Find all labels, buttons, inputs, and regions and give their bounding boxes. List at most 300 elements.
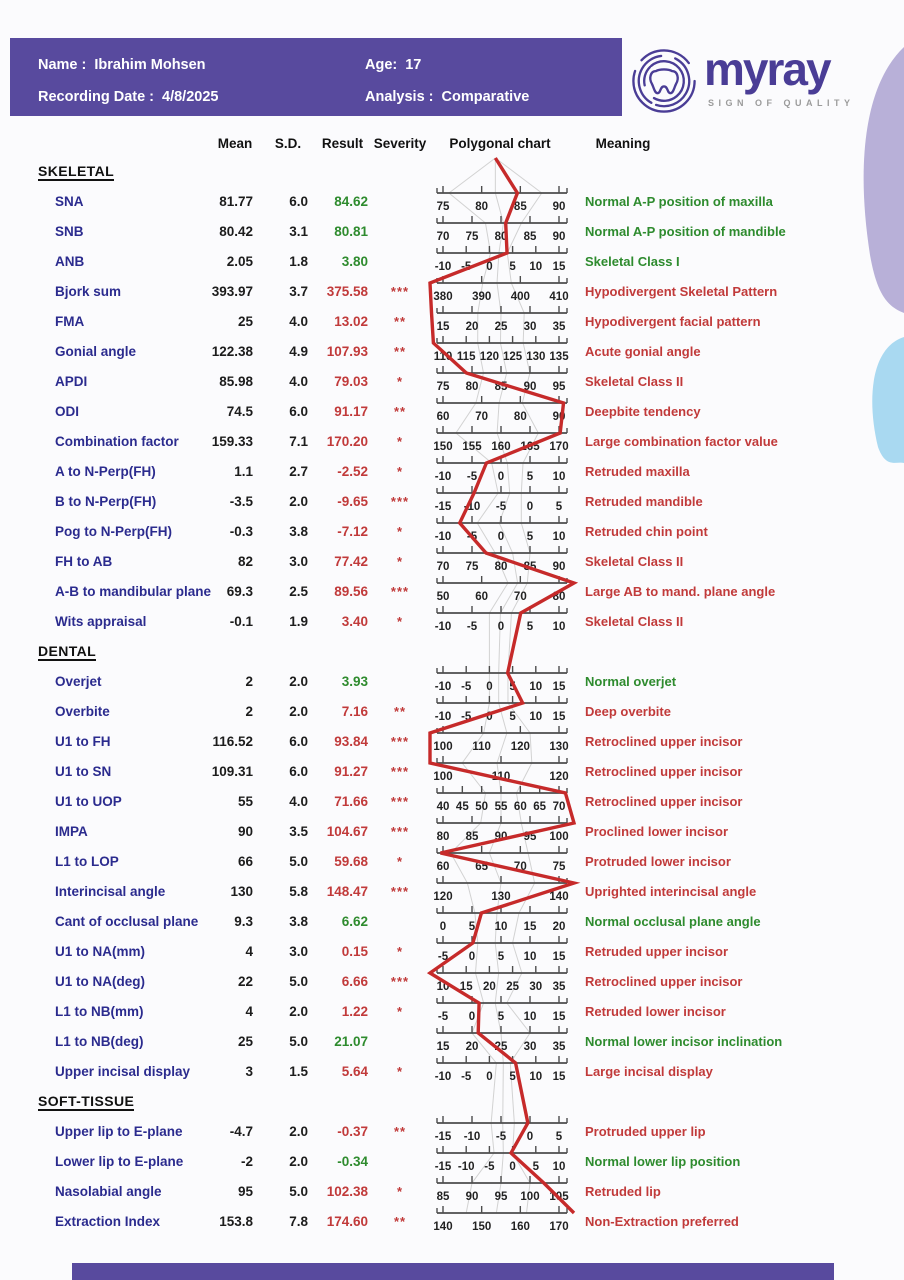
meaning-text: Retroclined upper incisor: [585, 764, 743, 779]
table-row: [0, 702, 904, 722]
svg-text:90: 90: [552, 411, 566, 423]
severity-stars: *: [396, 524, 404, 539]
svg-text:5: 5: [509, 681, 516, 693]
mean-value: 25: [237, 1034, 253, 1049]
svg-text:20: 20: [483, 981, 496, 993]
parameter-name: L1 to LOP: [55, 854, 119, 869]
col-chart: Polygonal chart: [449, 136, 551, 151]
meaning-text: Retruded chin point: [585, 524, 708, 539]
svg-text:0: 0: [468, 1011, 476, 1023]
table-row: [0, 582, 904, 602]
svg-text:95: 95: [523, 831, 537, 843]
analysis-line: [365, 88, 529, 106]
result-value: 89.56: [334, 584, 368, 599]
parameter-name: L1 to NB(deg): [55, 1034, 144, 1049]
mean-value: 116.52: [212, 734, 253, 749]
meaning-text: Retroclined upper incisor: [585, 974, 743, 989]
mean-value: 1.1: [234, 464, 253, 479]
table-row: [0, 972, 904, 992]
parameter-name: Wits appraisal: [55, 614, 147, 629]
sd-value: 3.1: [289, 224, 308, 239]
svg-text:70: 70: [513, 591, 527, 603]
svg-text:0: 0: [526, 1131, 534, 1143]
svg-text:120: 120: [549, 771, 569, 783]
parameter-name: IMPA: [55, 824, 88, 839]
severity-stars: ***: [390, 284, 410, 299]
parameter-name: U1 to SN: [55, 764, 112, 779]
mean-value: 81.77: [219, 194, 253, 209]
severity-stars: *: [396, 374, 404, 389]
svg-text:70: 70: [552, 801, 566, 813]
svg-text:-5: -5: [466, 471, 478, 483]
severity-stars: *: [396, 1004, 404, 1019]
svg-text:10: 10: [436, 981, 450, 993]
svg-text:15: 15: [552, 261, 566, 273]
svg-text:10: 10: [552, 621, 566, 633]
meaning-text: Deepbite tendency: [585, 404, 701, 419]
sd-value: 2.0: [289, 494, 308, 509]
table-row: [0, 342, 904, 362]
mean-value: -4.7: [229, 1124, 253, 1139]
svg-text:5: 5: [555, 1131, 563, 1143]
svg-text:100: 100: [433, 741, 453, 753]
sd-value: 1.9: [289, 614, 308, 629]
svg-text:155: 155: [462, 441, 482, 453]
svg-text:130: 130: [549, 741, 569, 753]
svg-text:-5: -5: [466, 621, 478, 633]
result-value: 71.66: [334, 794, 368, 809]
svg-text:-10: -10: [434, 711, 452, 723]
svg-text:130: 130: [526, 351, 546, 363]
sd-value: 3.7: [289, 284, 308, 299]
svg-text:35: 35: [552, 981, 566, 993]
svg-text:170: 170: [549, 441, 569, 453]
table-row: [0, 402, 904, 422]
parameter-name: APDI: [55, 374, 88, 389]
parameter-name: A to N-Perp(FH): [55, 464, 156, 479]
svg-text:-10: -10: [434, 621, 452, 633]
mean-value: 66: [237, 854, 253, 869]
svg-text:390: 390: [472, 291, 492, 303]
mean-value: 3: [245, 1064, 253, 1079]
meaning-text: Retruded mandible: [585, 494, 703, 509]
table-row: [0, 762, 904, 782]
svg-text:15: 15: [436, 321, 450, 333]
svg-text:10: 10: [552, 1161, 566, 1173]
mean-value: 130: [230, 884, 253, 899]
table-row: [0, 1152, 904, 1172]
age-label: Age:: [365, 57, 398, 73]
result-value: 77.42: [334, 554, 368, 569]
svg-text:-10: -10: [434, 1071, 452, 1083]
svg-text:60: 60: [513, 801, 527, 813]
svg-text:120: 120: [433, 891, 453, 903]
meaning-text: Hypodivergent facial pattern: [585, 314, 761, 329]
parameter-name: ODI: [55, 404, 80, 419]
svg-text:0: 0: [468, 951, 476, 963]
table-row: [0, 732, 904, 752]
svg-text:75: 75: [465, 561, 479, 573]
parameter-name: FMA: [55, 314, 85, 329]
severity-stars: ***: [390, 764, 410, 779]
svg-text:25: 25: [494, 1041, 508, 1053]
meaning-text: Large combination factor value: [585, 434, 778, 449]
mean-value: 74.5: [226, 404, 253, 419]
sd-value: 3.0: [289, 554, 308, 569]
age-value: 17: [405, 57, 422, 73]
parameter-name: Lower lip to E-plane: [55, 1154, 184, 1169]
meaning-text: Skeletal Class II: [585, 374, 684, 389]
meaning-text: Hypodivergent Skeletal Pattern: [585, 284, 778, 299]
svg-text:0: 0: [497, 471, 505, 483]
svg-text:10: 10: [523, 1011, 537, 1023]
svg-text:20: 20: [465, 321, 479, 333]
mean-value: 55: [237, 794, 253, 809]
svg-text:15: 15: [436, 1041, 450, 1053]
mean-value: 25: [237, 314, 253, 329]
svg-text:85: 85: [436, 1191, 450, 1203]
meaning-text: Non-Extraction preferred: [585, 1214, 739, 1229]
parameter-name: Overjet: [55, 674, 102, 689]
svg-text:80: 80: [494, 231, 508, 243]
svg-text:100: 100: [549, 831, 569, 843]
result-value: 21.07: [334, 1034, 368, 1049]
svg-text:15: 15: [523, 921, 537, 933]
table-row: [0, 1062, 904, 1082]
analysis-value: Comparative: [441, 89, 530, 105]
result-value: 91.27: [334, 764, 368, 779]
svg-text:-5: -5: [495, 501, 507, 513]
sd-value: 2.0: [289, 1154, 308, 1169]
result-value: 102.38: [326, 1184, 368, 1199]
severity-stars: ***: [390, 794, 410, 809]
sd-value: 3.0: [289, 944, 308, 959]
patient-header: [10, 38, 622, 116]
table-row: [0, 882, 904, 902]
mean-value: 4: [245, 1004, 253, 1019]
table-row: [0, 942, 904, 962]
meaning-text: Deep overbite: [585, 704, 671, 719]
meaning-text: Skeletal Class II: [585, 554, 684, 569]
svg-text:-10: -10: [463, 1131, 481, 1143]
parameter-name: Cant of occlusal plane: [55, 914, 199, 929]
sd-value: 4.0: [289, 374, 308, 389]
svg-text:110: 110: [472, 741, 491, 753]
analysis-label: Analysis :: [365, 89, 434, 105]
svg-text:5: 5: [497, 1011, 505, 1023]
severity-stars: *: [396, 614, 404, 629]
svg-text:80: 80: [475, 201, 489, 213]
meaning-text: Normal occlusal plane angle: [585, 914, 761, 929]
svg-text:165: 165: [520, 441, 540, 453]
table-row: [0, 672, 904, 692]
result-value: 107.93: [326, 344, 368, 359]
svg-text:0: 0: [497, 621, 505, 633]
svg-text:70: 70: [513, 861, 527, 873]
result-value: 84.62: [334, 194, 368, 209]
svg-text:10: 10: [552, 531, 566, 543]
sd-value: 2.7: [289, 464, 308, 479]
sd-value: 2.0: [289, 674, 308, 689]
svg-text:0: 0: [439, 921, 447, 933]
result-value: 6.66: [341, 974, 368, 989]
sd-value: 1.8: [289, 254, 308, 269]
result-value: 93.84: [334, 734, 368, 749]
table-row: [0, 312, 904, 332]
parameter-name: U1 to NA(mm): [55, 944, 145, 959]
svg-text:0: 0: [509, 1161, 516, 1173]
sd-value: 5.0: [289, 1184, 308, 1199]
svg-text:10: 10: [529, 681, 543, 693]
col-sd: S.D.: [274, 136, 302, 151]
svg-text:90: 90: [552, 201, 566, 213]
severity-stars: *: [396, 464, 404, 479]
svg-text:10: 10: [552, 471, 566, 483]
svg-text:105: 105: [549, 1191, 569, 1203]
parameter-name: SNA: [55, 194, 84, 209]
svg-text:65: 65: [533, 801, 547, 813]
svg-text:140: 140: [549, 891, 569, 903]
meaning-text: Retruded maxilla: [585, 464, 690, 479]
svg-text:15: 15: [552, 681, 566, 693]
sd-value: 6.0: [289, 764, 308, 779]
parameter-name: SNB: [55, 224, 84, 239]
severity-stars: *: [396, 434, 404, 449]
parameter-name: Bjork sum: [55, 284, 122, 299]
myray-logo: [628, 42, 855, 118]
severity-stars: **: [393, 404, 407, 419]
svg-text:10: 10: [529, 261, 543, 273]
sd-value: 4.0: [289, 314, 308, 329]
col-mean: Mean: [217, 136, 253, 151]
svg-text:10: 10: [523, 951, 537, 963]
mean-value: 9.3: [234, 914, 253, 929]
svg-text:120: 120: [510, 741, 530, 753]
svg-text:10: 10: [529, 1071, 543, 1083]
mean-value: 122.38: [211, 344, 253, 359]
svg-text:50: 50: [436, 591, 450, 603]
svg-text:-5: -5: [495, 1131, 507, 1143]
parameter-name: Combination factor: [55, 434, 179, 449]
svg-text:135: 135: [549, 351, 569, 363]
parameter-name: Interincisal angle: [55, 884, 166, 899]
svg-text:-10: -10: [434, 681, 452, 693]
mean-value: 2.05: [226, 254, 253, 269]
svg-text:150: 150: [433, 441, 453, 453]
svg-text:-5: -5: [437, 951, 449, 963]
mean-value: -3.5: [229, 494, 253, 509]
section-header: SKELETAL: [38, 163, 115, 179]
svg-text:-15: -15: [434, 501, 452, 513]
svg-text:10: 10: [529, 711, 543, 723]
svg-text:5: 5: [468, 921, 476, 933]
result-value: 13.02: [334, 314, 368, 329]
svg-text:140: 140: [433, 1221, 453, 1233]
svg-text:-5: -5: [461, 261, 472, 273]
meaning-text: Retruded upper incisor: [585, 944, 729, 959]
mean-value: 90: [237, 824, 253, 839]
svg-text:5: 5: [497, 951, 505, 963]
table-row: [0, 612, 904, 632]
svg-text:-10: -10: [457, 1161, 475, 1173]
svg-text:75: 75: [436, 201, 450, 213]
svg-text:20: 20: [465, 1041, 479, 1053]
table-row: [0, 522, 904, 542]
name-value: Ibrahim Mohsen: [94, 57, 206, 73]
svg-text:5: 5: [509, 261, 516, 273]
parameter-name: ANB: [55, 254, 85, 269]
mean-value: 80.42: [219, 224, 253, 239]
svg-text:0: 0: [486, 261, 493, 273]
svg-text:150: 150: [472, 1221, 492, 1233]
svg-text:100: 100: [520, 1191, 540, 1203]
svg-text:50: 50: [475, 801, 489, 813]
svg-text:90: 90: [523, 381, 537, 393]
svg-text:-10: -10: [434, 531, 452, 543]
svg-text:-5: -5: [466, 531, 478, 543]
parameter-name: Nasolabial angle: [55, 1184, 162, 1199]
parameter-name: Extraction Index: [55, 1214, 161, 1229]
meaning-text: Proclined lower incisor: [585, 824, 729, 839]
svg-text:45: 45: [455, 801, 469, 813]
table-row: [0, 792, 904, 812]
sd-value: 7.8: [289, 1214, 308, 1229]
svg-text:90: 90: [465, 1191, 479, 1203]
svg-text:60: 60: [475, 591, 489, 603]
svg-text:5: 5: [532, 1161, 540, 1173]
svg-text:110: 110: [433, 351, 453, 363]
svg-text:15: 15: [552, 711, 566, 723]
table-row: [0, 282, 904, 302]
svg-text:0: 0: [486, 681, 493, 693]
mean-value: 69.3: [226, 584, 253, 599]
table-row: [0, 492, 904, 512]
mean-value: 22: [237, 974, 253, 989]
svg-text:115: 115: [456, 351, 476, 363]
table-row: [0, 822, 904, 842]
svg-text:5: 5: [526, 531, 534, 543]
result-value: 7.16: [341, 704, 368, 719]
svg-text:5: 5: [509, 1071, 516, 1083]
result-value: 174.60: [326, 1214, 368, 1229]
brand-wordmark: myray: [704, 43, 830, 95]
sd-value: 2.0: [289, 1004, 308, 1019]
mean-value: 85.98: [219, 374, 253, 389]
sd-value: 2.0: [289, 1124, 308, 1139]
table-row: [0, 912, 904, 932]
svg-text:100: 100: [433, 771, 453, 783]
table-row: [0, 372, 904, 392]
sd-value: 6.0: [289, 194, 308, 209]
svg-text:-5: -5: [461, 1071, 472, 1083]
parameter-name: U1 to NA(deg): [55, 974, 145, 989]
svg-text:80: 80: [436, 831, 450, 843]
mean-value: 95: [237, 1184, 253, 1199]
result-value: 91.17: [334, 404, 368, 419]
sd-value: 5.0: [289, 854, 308, 869]
svg-text:5: 5: [526, 621, 534, 633]
svg-text:70: 70: [436, 561, 450, 573]
meaning-text: Skeletal Class I: [585, 254, 680, 269]
svg-text:90: 90: [552, 231, 566, 243]
meaning-text: Retruded lip: [585, 1184, 661, 1199]
sd-value: 5.8: [289, 884, 308, 899]
svg-text:-5: -5: [484, 1161, 495, 1173]
mean-value: -0.1: [229, 614, 253, 629]
meaning-text: Uprighted interincisal angle: [585, 884, 757, 899]
svg-text:15: 15: [552, 1011, 566, 1023]
svg-text:60: 60: [436, 411, 450, 423]
severity-stars: *: [396, 1184, 404, 1199]
svg-text:15: 15: [459, 981, 473, 993]
svg-text:5: 5: [526, 471, 534, 483]
parameter-name: U1 to UOP: [55, 794, 122, 809]
table-row: [0, 222, 904, 242]
mean-value: -2: [240, 1154, 253, 1169]
mean-value: 82: [237, 554, 253, 569]
result-value: -2.52: [337, 464, 368, 479]
svg-text:30: 30: [523, 1041, 537, 1053]
patient-name-line: [38, 56, 206, 74]
svg-text:85: 85: [494, 381, 508, 393]
svg-text:35: 35: [552, 321, 566, 333]
severity-stars: *: [396, 854, 404, 869]
severity-stars: ***: [390, 584, 410, 599]
meaning-text: Protruded lower incisor: [585, 854, 731, 869]
severity-stars: *: [396, 944, 404, 959]
section-header: DENTAL: [38, 643, 97, 659]
mean-value: 2: [245, 704, 253, 719]
mean-value: 4: [245, 944, 253, 959]
table-row: [0, 1002, 904, 1022]
table-row: [0, 252, 904, 272]
sd-value: 2.5: [289, 584, 308, 599]
svg-text:20: 20: [552, 921, 566, 933]
svg-text:90: 90: [494, 831, 508, 843]
parameter-name: Upper incisal display: [55, 1064, 191, 1079]
mean-value: -0.3: [229, 524, 253, 539]
meaning-text: Skeletal Class II: [585, 614, 684, 629]
svg-text:-15: -15: [434, 1161, 452, 1173]
svg-text:85: 85: [513, 201, 527, 213]
sd-value: 4.0: [289, 794, 308, 809]
svg-text:170: 170: [549, 1221, 569, 1233]
meaning-text: Normal overjet: [585, 674, 677, 689]
severity-stars: **: [393, 344, 407, 359]
sd-value: 3.8: [289, 524, 308, 539]
sd-value: 4.9: [289, 344, 308, 359]
sd-value: 6.0: [289, 404, 308, 419]
result-value: 80.81: [334, 224, 368, 239]
table-row: [0, 552, 904, 572]
meaning-text: Normal lower lip position: [585, 1154, 741, 1169]
result-value: 79.03: [334, 374, 368, 389]
result-value: 59.68: [334, 854, 368, 869]
mean-value: 153.8: [219, 1214, 253, 1229]
parameter-name: Upper lip to E-plane: [55, 1124, 183, 1139]
recording-date-line: [38, 88, 218, 106]
parameter-name: FH to AB: [55, 554, 113, 569]
severity-stars: ***: [390, 824, 410, 839]
svg-text:25: 25: [506, 981, 519, 993]
svg-text:75: 75: [552, 861, 566, 873]
mean-value: 393.97: [211, 284, 253, 299]
svg-text:60: 60: [436, 861, 450, 873]
parameter-name: Pog to N-Perp(FH): [55, 524, 172, 539]
svg-text:35: 35: [552, 1041, 566, 1053]
severity-stars: *: [396, 1064, 404, 1079]
mean-value: 2: [245, 674, 253, 689]
